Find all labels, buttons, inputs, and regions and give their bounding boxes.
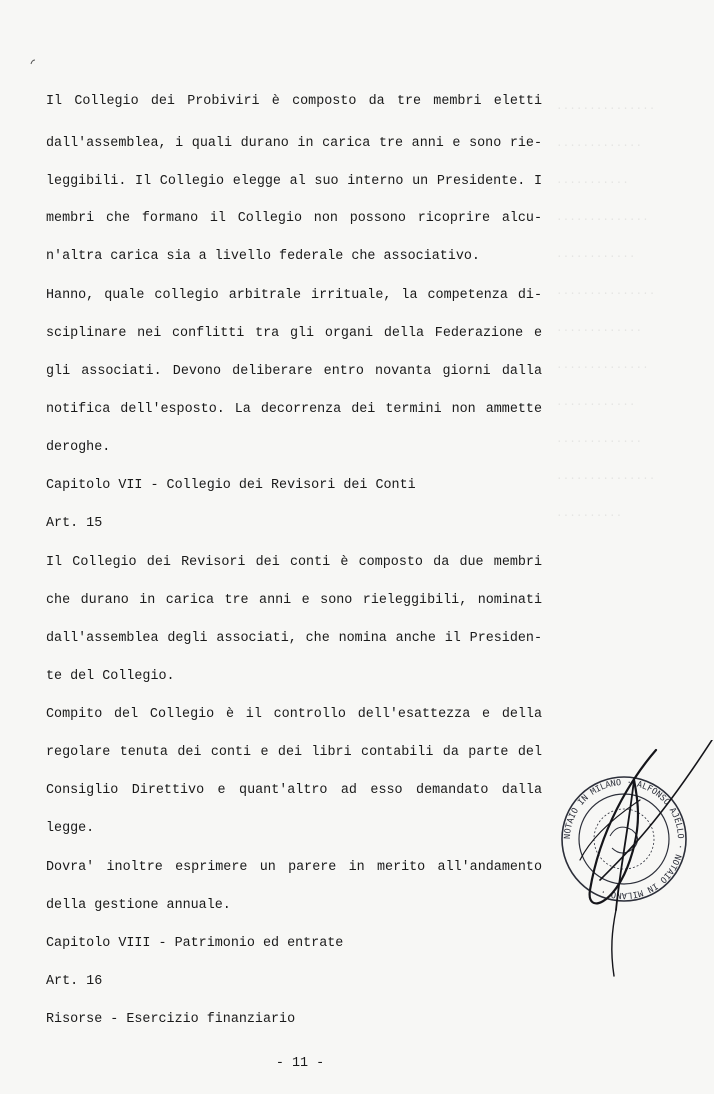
text-line: sciplinare nei conflitti tra gli organi della Federazione e: [46, 326, 542, 341]
text-line: Il Collegio dei Revisori dei conti è composto da due membri: [46, 555, 542, 570]
text-line: deroghe.: [46, 440, 111, 455]
text-line: Hanno, quale collegio arbitrale irrituale, la competenza di-: [46, 288, 542, 303]
section-heading: Risorse - Esercizio finanziario: [46, 1012, 296, 1027]
text-line: te del Collegio.: [46, 669, 175, 684]
text-line: dall'assemblea degli associati, che nomina anche il Presiden-: [46, 631, 542, 646]
margin-mark: [30, 52, 36, 58]
chapter-heading: Capitolo VII - Collegio dei Revisori dei Conti: [46, 478, 416, 493]
signature: [580, 740, 712, 976]
text-line: Il Collegio dei Probiviri è composto da tre membri eletti: [46, 94, 542, 109]
chapter-heading: Capitolo VIII - Patrimonio ed entrate: [46, 936, 344, 951]
text-line: notifica dell'esposto. La decorrenza dei termini non ammette: [46, 402, 542, 417]
text-line: che durano in carica tre anni e sono rieleggibili, nominati: [46, 593, 542, 608]
notary-stamp-and-signature: [560, 740, 714, 980]
text-line: Compito del Collegio è il controllo dell'esattezza e della: [46, 707, 542, 722]
text-line: n'altra carica sia a livello federale che associativo.: [46, 249, 480, 264]
text-line: della gestione annuale.: [46, 898, 231, 913]
text-line: gli associati. Devono deliberare entro novanta giorni dalla: [46, 364, 542, 379]
seal-text: NOTAIO IN MILANO · ALFONSO AJELLO · NOTAIO IN MILANO ·: [562, 777, 686, 901]
text-line: dall'assemblea, i quali durano in carica tre anni e sono rie-: [46, 136, 542, 151]
page-number: - 11 -: [275, 1056, 325, 1071]
article-heading: Art. 16: [46, 974, 103, 989]
article-heading: Art. 15: [46, 516, 103, 531]
bleed-through-text: ··············· ············· ··········· ·············· ············ ··············· ············· ·············· ············ ············· ··············· ··········: [556, 102, 656, 522]
text-line: regolare tenuta dei conti e dei libri contabili da parte del: [46, 745, 542, 760]
text-line: legge.: [46, 821, 95, 836]
text-line: membri che formano il Collegio non possono ricoprire alcu-: [46, 211, 542, 226]
text-line: leggibili. Il Collegio elegge al suo interno un Presidente. I: [46, 174, 542, 189]
text-line: Dovra' inoltre esprimere un parere in merito all'andamento: [46, 860, 542, 875]
text-line: Consiglio Direttivo e quant'altro ad esso demandato dalla: [46, 783, 542, 798]
